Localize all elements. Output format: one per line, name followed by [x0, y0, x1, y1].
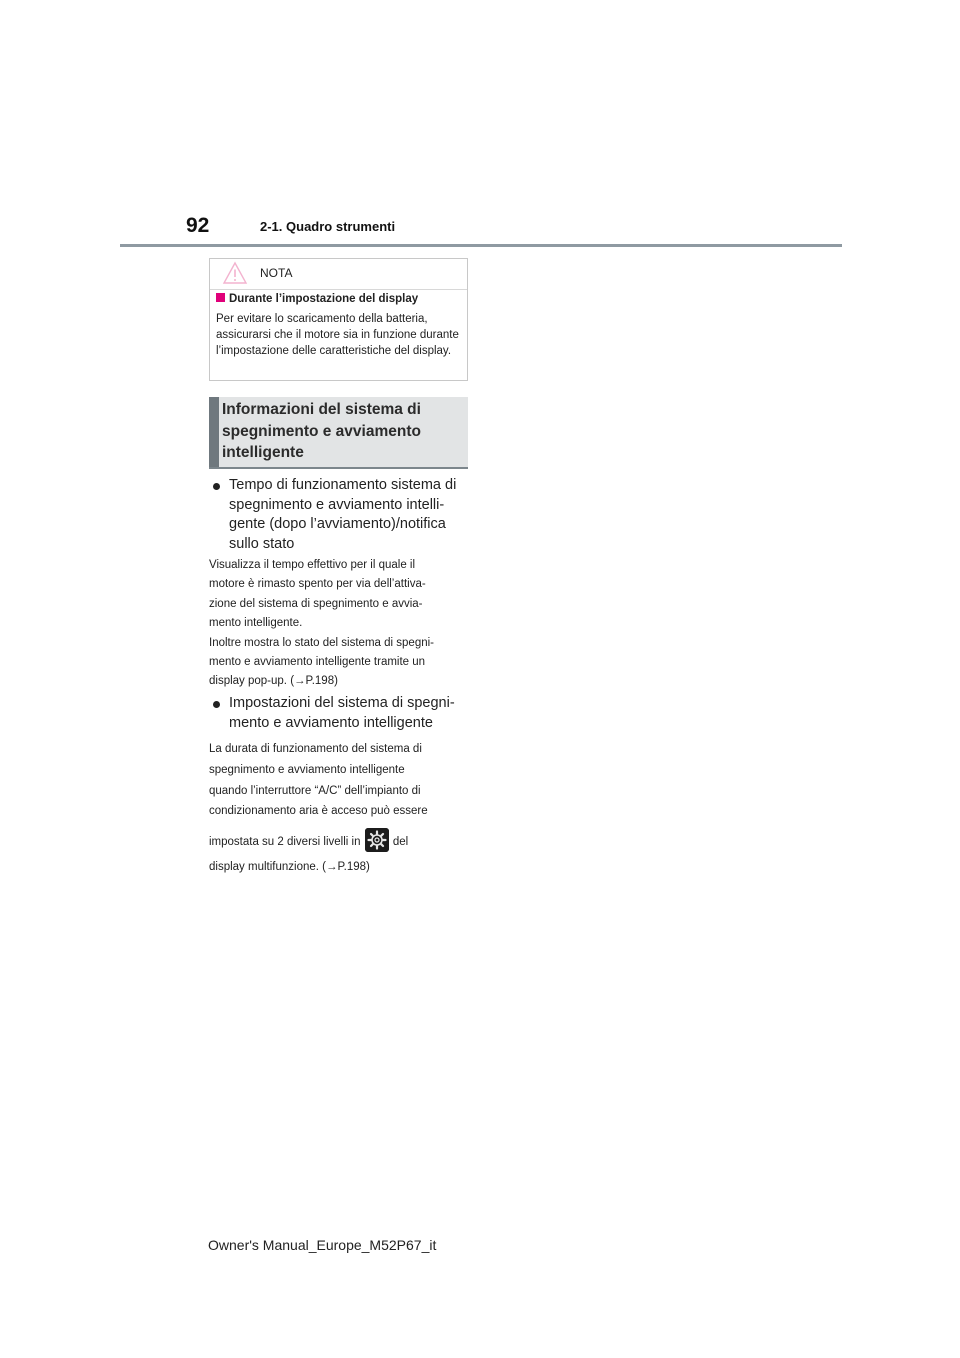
paragraph-line: zione del sistema di spegnimento e avvia- [209, 597, 423, 610]
page-number: 92 [186, 214, 210, 237]
bullet-item [209, 694, 471, 733]
paragraph-line: Inoltre mostra lo stato del sistema di spegni- [209, 636, 434, 649]
paragraph-line: quando l’interruttore “A/C” dell’impianto di [209, 784, 421, 797]
paragraph [209, 556, 471, 692]
nota-box [209, 258, 468, 381]
paragraph-line [209, 828, 471, 853]
paragraph-text: impostata su 2 diversi livelli in [209, 836, 361, 849]
nota-subtitle [216, 293, 418, 305]
section-heading-text: Informazioni del sistema di spegnimento e avviamento intelligente [222, 401, 421, 461]
paragraph-line: motore è rimasto spento per via dell’attiva- [209, 578, 426, 591]
bullet-dot-icon [213, 701, 220, 708]
warning-triangle-icon [222, 261, 248, 285]
bullet-dot-icon [213, 483, 220, 490]
bullet-title-line: mento e avviamento intelligente [229, 714, 433, 731]
bullet-title-line: sullo stato [229, 535, 295, 552]
nota-body: Per evitare lo scaricamento della batteria, assicurarsi che il motore sia in funzione durante l’impostazione delle caratteristiche del display. [216, 313, 459, 357]
nota-label: NOTA [260, 266, 293, 280]
paragraph-line: mento e avviamento intelligente tramite un [209, 656, 426, 669]
bullet-title-line: spegnimento e avviamento intelli- [229, 496, 445, 513]
bullet-item [209, 476, 471, 554]
bullet-title [229, 694, 471, 733]
heading-accent-bar [209, 397, 219, 467]
bullet-title-line: gente (dopo l’avviamento)/notifica [229, 516, 446, 532]
paragraph-line: mento intelligente. [209, 617, 303, 630]
gear-icon [365, 828, 389, 852]
paragraph-line: La durata di funzionamento del sistema di [209, 743, 422, 755]
paragraph-line: Visualizza il tempo effettivo per il quale il [209, 559, 416, 571]
footer-text: Owner's Manual_Europe_M52P67_it [208, 1237, 437, 1253]
nota-subtitle-text: Durante l’impostazione del display [229, 293, 419, 305]
paragraph [209, 739, 471, 878]
paragraph-line: display pop-up. (→P.198) [209, 675, 338, 688]
pink-square-icon [216, 293, 225, 302]
bullet-title-line: Tempo di funzionamento sistema di [229, 477, 457, 493]
paragraph-line: display multifunzione. (→P.198) [209, 860, 370, 873]
paragraph-text: del [392, 836, 409, 849]
bullet-title [229, 476, 471, 554]
bullet-title-line: Impostazioni del sistema di spegni- [229, 695, 455, 711]
section-title: 2-1. Quadro strumenti [260, 219, 396, 234]
nota-header [210, 259, 467, 290]
paragraph-line: spegnimento e avviamento intelligente [209, 763, 405, 776]
paragraph-line: condizionamento aria è acceso può essere [209, 805, 428, 818]
section-heading [209, 397, 468, 469]
header-divider [120, 244, 842, 247]
